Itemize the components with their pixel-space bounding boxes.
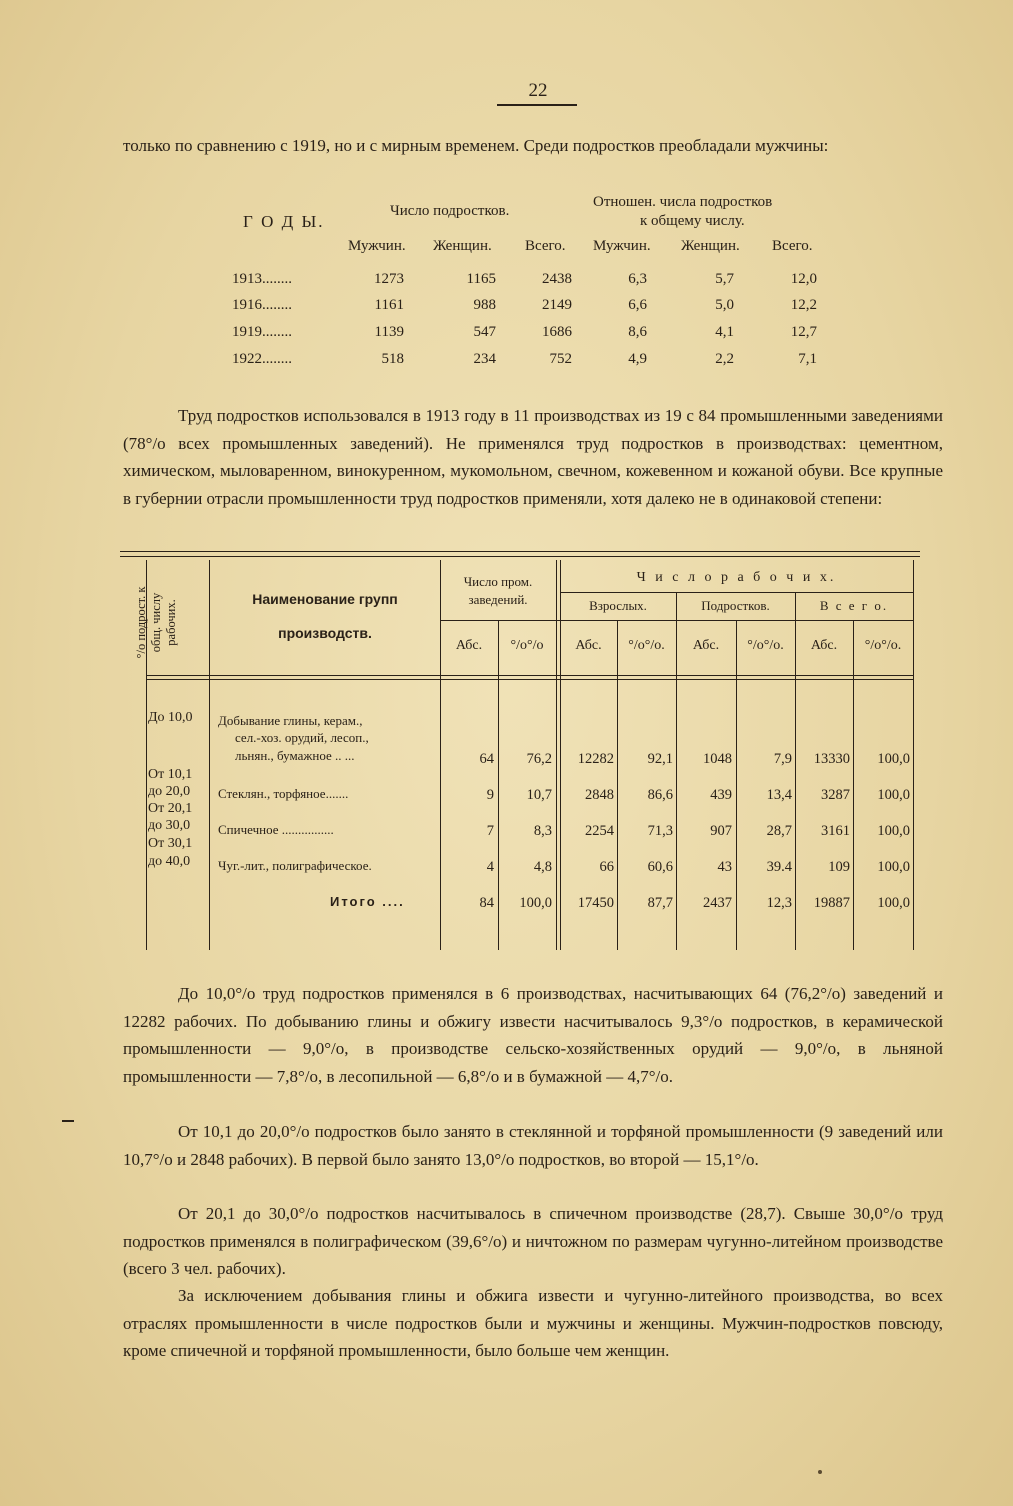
adults-header: Взрослых. bbox=[589, 598, 647, 613]
table-cell: 100,0 bbox=[877, 751, 910, 767]
industry-name: сел.-хоз. орудий, лесоп., bbox=[235, 730, 369, 745]
range-label: От 30,1 bbox=[148, 836, 193, 851]
total-cell: 84 bbox=[479, 895, 494, 911]
paragraph-5: От 20,1 до 30,0°/о подростков насчитывалось в спичечном производстве (28,7). Свыше 30,0°/о труд подростков применялся в полиграфическом (39,6°/о) и ничтожном по размерам чугунно-литейном производстве (всего 3 чел. рабочих). bbox=[123, 1204, 943, 1278]
industry-name: Добывание глины, керам., bbox=[218, 713, 363, 728]
table-cell: 8,6 bbox=[628, 324, 647, 340]
table-cell: 4,1 bbox=[715, 324, 734, 340]
abs-header: Абс. bbox=[810, 638, 838, 653]
table-cell: 4,9 bbox=[628, 351, 647, 367]
table-cell: 3287 bbox=[821, 787, 850, 803]
table-cell: 1139 bbox=[374, 324, 404, 340]
column-divider bbox=[913, 560, 914, 950]
pct-column-header: °/о подрост. к общ. числу рабочих. bbox=[134, 586, 178, 659]
establishments-header-1: Число пром. bbox=[463, 574, 533, 589]
table-cell: 76,2 bbox=[526, 751, 552, 767]
table-cell: 60,6 bbox=[647, 859, 673, 875]
abs-header: Абс. bbox=[455, 638, 483, 653]
table-cell: 907 bbox=[710, 823, 732, 839]
table-cell: 4,8 bbox=[533, 859, 552, 875]
table-cell: 2848 bbox=[585, 787, 614, 803]
table-cell: 7 bbox=[486, 823, 494, 839]
table-cell: 547 bbox=[473, 324, 496, 340]
table-cell: 2438 bbox=[542, 271, 572, 287]
paragraph-4: От 10,1 до 20,0°/о подростков было занято в стеклянной и торфяной промышленности (9 заведений или 10,7°/о и 2848 рабочих). В первой было занято 13,0°/о подростков, во второй — 15,1°/о. bbox=[123, 1122, 943, 1169]
count-group-header: Число подростков. bbox=[390, 203, 510, 219]
page-number-rule bbox=[497, 104, 577, 106]
total-cell: 19887 bbox=[813, 895, 850, 911]
ratio-group-header-1: Отношен. числа подростков bbox=[593, 194, 773, 210]
table-cell: 439 bbox=[710, 787, 732, 803]
table-cell: 2254 bbox=[585, 823, 614, 839]
table-cell: 6,6 bbox=[628, 297, 647, 313]
year-label: 1916........ bbox=[232, 297, 292, 313]
table-cell: 6,3 bbox=[628, 271, 647, 287]
table-cell: 988 bbox=[473, 297, 496, 313]
table-cell: 64 bbox=[479, 751, 494, 767]
pct-header: °/о°/о. bbox=[628, 638, 665, 653]
table-cell: 1048 bbox=[703, 751, 732, 767]
intro-paragraph: только по сравнению с 1919, но и с мирным временем. Среди подростков преобладали мужчины: bbox=[123, 136, 829, 155]
sub-header: Всего. bbox=[772, 238, 813, 254]
ink-spot bbox=[818, 1470, 822, 1474]
table-cell: 100,0 bbox=[877, 859, 910, 875]
paragraph-3: До 10,0°/о труд подростков применялся в 6 производствах, насчитывающих 64 (76,2°/о) заведений и 12282 рабочих. По добыванию глины и обжигу извести насчитывалось 9,3°/о подростков, в керамической промышленности — 9,0°/о, в производстве сельско-хозяйственных орудий — 9,0°/о, в льняной промышленности — 7,8°/о, в лесопильной — 6,8°/о и в бумажной — 4,7°/о. bbox=[123, 984, 943, 1086]
column-divider bbox=[209, 560, 210, 950]
column-divider bbox=[556, 560, 557, 950]
table-cell: 7,9 bbox=[773, 751, 792, 767]
table-top-rule bbox=[120, 556, 920, 557]
pct-header: °/о°/о. bbox=[747, 638, 784, 653]
table-cell: 66 bbox=[599, 859, 614, 875]
table-cell: 5,0 bbox=[715, 297, 734, 313]
sub-header: Мужчин. bbox=[348, 238, 406, 254]
table-cell: 1161 bbox=[374, 297, 404, 313]
name-header-2: производств. bbox=[278, 625, 372, 641]
pct-header: °/о°/о bbox=[510, 638, 544, 653]
header-rule bbox=[146, 679, 913, 680]
table-cell: 1686 bbox=[542, 324, 572, 340]
table-cell: 2,2 bbox=[715, 351, 734, 367]
header-rule bbox=[440, 620, 913, 621]
abs-header: Абс. bbox=[692, 638, 720, 653]
range-label: От 10,1 bbox=[148, 767, 193, 782]
years-header: Г О Д Ы. bbox=[243, 212, 325, 231]
table-cell: 71,3 bbox=[647, 823, 673, 839]
abs-header: Абс. bbox=[575, 638, 602, 653]
table-cell: 100,0 bbox=[877, 787, 910, 803]
table-cell: 109 bbox=[828, 859, 850, 875]
range-label: до 20,0 bbox=[148, 784, 191, 799]
teens-header: Подростков. bbox=[701, 598, 770, 613]
table-cell: 100,0 bbox=[877, 823, 910, 839]
year-label: 1913........ bbox=[232, 271, 292, 287]
total-cell: 17450 bbox=[577, 895, 614, 911]
table-cell: 12,2 bbox=[790, 297, 817, 313]
range-label: От 20,1 bbox=[148, 801, 193, 816]
range-label: До 10,0 bbox=[148, 710, 193, 725]
total-header: В с е г о. bbox=[819, 598, 889, 613]
range-label: до 30,0 bbox=[148, 818, 191, 833]
table-cell: 8,3 bbox=[533, 823, 552, 839]
table-cell: 86,6 bbox=[647, 787, 673, 803]
table-cell: 12282 bbox=[577, 751, 614, 767]
table-cell: 13,4 bbox=[766, 787, 792, 803]
table-cell: 12,7 bbox=[790, 324, 817, 340]
page-number: 22 bbox=[528, 80, 548, 101]
name-header-1: Наименование групп bbox=[252, 591, 398, 607]
total-cell: 87,7 bbox=[647, 895, 673, 911]
table-cell: 9 bbox=[486, 787, 494, 803]
header-rule bbox=[560, 592, 913, 593]
table-cell: 12,0 bbox=[790, 271, 817, 287]
sub-header: Женщин. bbox=[433, 238, 492, 254]
total-label: Итого .... bbox=[330, 894, 405, 909]
sub-header: Женщин. bbox=[681, 238, 740, 254]
ratio-group-header-2: к общему числу. bbox=[640, 213, 745, 229]
table-cell: 92,1 bbox=[647, 751, 673, 767]
industry-name: Чуг.-лит., полиграфическое. bbox=[218, 858, 372, 873]
table-cell: 752 bbox=[549, 351, 572, 367]
range-label: до 40,0 bbox=[148, 854, 191, 869]
paragraph-2: Труд подростков использовался в 1913 году в 11 производствах из 19 с 84 промышленными заведениями (78°/о всех промышленных заведений). Не применялся труд подростков в производствах: цементном, химическом, мыловаренном, винокуренном, мукомольном, свечном, кожевенном и кожаной обуви. Все крупные в губернии отрасли промышленности труд подростков применяли, хотя далеко не в одинаковой степени: bbox=[123, 406, 943, 508]
establishments-header-2: заведений. bbox=[468, 592, 528, 607]
table-cell: 7,1 bbox=[798, 351, 817, 367]
workers-header: Ч и с л о р а б о ч и х. bbox=[636, 570, 837, 585]
table-cell: 3161 bbox=[821, 823, 850, 839]
table-cell: 28,7 bbox=[766, 823, 792, 839]
year-label: 1919........ bbox=[232, 324, 292, 340]
paragraph-6: За исключением добывания глины и обжига извести и чугунно-литейного производства, во всех отраслях промышленности в числе подростков были и мужчины и женщины. Мужчин-подростков повсюду, кроме спичечной и торфяной промышленности, было больше чем женщин. bbox=[123, 1286, 943, 1360]
table-cell: 39.4 bbox=[766, 859, 792, 875]
industry-name: Спичечное ................ bbox=[218, 822, 334, 837]
table-cell: 5,7 bbox=[715, 271, 734, 287]
industry-name: льнян., бумажное .. ... bbox=[235, 748, 355, 763]
table-cell: 518 bbox=[381, 351, 404, 367]
pct-header: °/о°/о. bbox=[864, 638, 902, 653]
total-cell: 2437 bbox=[703, 895, 732, 911]
year-label: 1922........ bbox=[232, 351, 292, 367]
total-cell: 100,0 bbox=[519, 895, 552, 911]
header-rule bbox=[146, 675, 913, 676]
table-cell: 43 bbox=[717, 859, 732, 875]
table-cell: 13330 bbox=[813, 751, 850, 767]
table-cell: 2149 bbox=[542, 297, 572, 313]
total-cell: 100,0 bbox=[877, 895, 910, 911]
total-cell: 12,3 bbox=[766, 895, 792, 911]
table-cell: 1165 bbox=[466, 271, 496, 287]
table-top-rule bbox=[120, 551, 920, 552]
table-cell: 4 bbox=[486, 859, 494, 875]
table-cell: 1273 bbox=[374, 271, 404, 287]
sub-header: Всего. bbox=[525, 238, 566, 254]
table-cell: 10,7 bbox=[526, 787, 552, 803]
sub-header: Мужчин. bbox=[593, 238, 651, 254]
margin-mark bbox=[62, 1120, 74, 1122]
table-cell: 234 bbox=[473, 351, 496, 367]
industry-name: Стеклян., торфяное....... bbox=[218, 786, 349, 801]
